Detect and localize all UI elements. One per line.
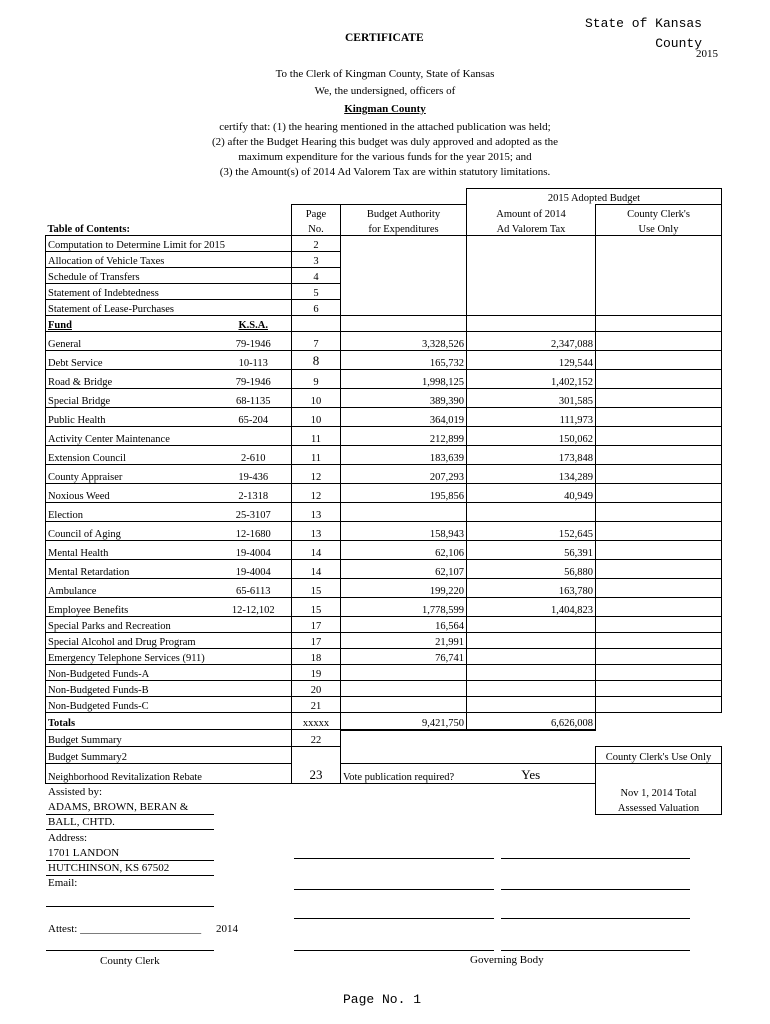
summary-row (46, 764, 727, 784)
other-fund-page: 17 (292, 617, 341, 633)
revitalization-label: Neighborhood Revitalization Rebate (46, 764, 292, 784)
table-cell (596, 284, 722, 300)
fund-budget: 212,899 (341, 427, 467, 446)
signature-line (501, 950, 690, 951)
fund-name: Mental Retardation (46, 560, 216, 579)
fund-page: 12 (292, 484, 341, 503)
other-fund-row (46, 649, 727, 665)
table-cell (722, 189, 727, 205)
fund-name: Debt Service (46, 351, 216, 370)
fund-tax: 56,880 (467, 560, 596, 579)
table-cell (467, 665, 596, 681)
fund-ksa: 65-6113 (216, 579, 292, 598)
header-row-1 (46, 205, 727, 221)
table-cell (467, 252, 596, 268)
page-no-header: No. (292, 220, 341, 236)
fund-budget: 207,293 (341, 465, 467, 484)
fund-budget: 364,019 (341, 408, 467, 427)
table-cell (596, 617, 722, 633)
toc-row (46, 236, 727, 252)
fund-ksa: 12-12,102 (216, 598, 292, 617)
firm-line2: BALL, CHTD. (48, 816, 115, 828)
fund-tax: 301,585 (467, 389, 596, 408)
table-cell (596, 268, 722, 284)
table-cell (341, 268, 467, 284)
ad-valorem-tax-header: Ad Valorem Tax (467, 220, 596, 236)
valuation-row (46, 784, 727, 800)
fund-tax: 1,402,152 (467, 370, 596, 389)
fund-tax: 1,404,823 (467, 598, 596, 617)
fund-name: Noxious Weed (46, 484, 216, 503)
other-fund-budget: 21,991 (341, 633, 467, 649)
table-cell (467, 236, 596, 252)
table-cell (467, 284, 596, 300)
ad-valorem-header: Amount of 2014 (467, 205, 596, 221)
table-cell (596, 713, 722, 730)
table-cell (596, 579, 722, 598)
table-cell (596, 598, 722, 617)
totals-row (46, 713, 727, 730)
fund-row (46, 503, 727, 522)
table-cell (596, 665, 722, 681)
table-cell (341, 252, 467, 268)
fund-tax: 163,780 (467, 579, 596, 598)
fund-name: Public Health (46, 408, 216, 427)
other-fund-page: 21 (292, 697, 341, 713)
fund-ksa: 79-1946 (216, 332, 292, 351)
fund-page: 13 (292, 522, 341, 541)
fund-budget: 1,778,599 (341, 598, 467, 617)
signature-line (294, 950, 494, 951)
table-cell (596, 503, 722, 522)
table-cell (596, 351, 722, 370)
state-label: State of Kansas (584, 16, 702, 31)
toc-item: Schedule of Transfers (46, 268, 292, 284)
table-cell (596, 484, 722, 503)
table-cell (467, 617, 596, 633)
signature-line (294, 858, 494, 859)
table-cell (596, 465, 722, 484)
expenditures-header: for Expenditures (341, 220, 467, 236)
table-cell (596, 560, 722, 579)
fund-tax: 40,949 (467, 484, 596, 503)
toc-row (46, 252, 727, 268)
certify-line3: maximum expenditure for the various funds for the year 2015; and (238, 151, 532, 163)
county-clerk-label: County Clerk (100, 955, 160, 967)
fund-name: Election (46, 503, 216, 522)
fund-page: 10 (292, 389, 341, 408)
revitalization-page: 23 (292, 764, 341, 784)
table-cell (341, 747, 596, 764)
fund-row (46, 579, 727, 598)
table-cell (596, 764, 722, 784)
other-fund-row (46, 633, 727, 649)
table-cell (467, 697, 596, 713)
fund-row (46, 370, 727, 389)
toc-item: Statement of Indebtedness (46, 284, 292, 300)
table-cell (467, 300, 596, 316)
fund-name: Special Bridge (46, 389, 216, 408)
other-fund-budget (341, 697, 467, 713)
fund-name: Mental Health (46, 541, 216, 560)
intro-line1: To the Clerk of Kingman County, State of Kansas (275, 68, 495, 80)
table-cell (596, 427, 722, 446)
toc-page: 6 (292, 300, 341, 316)
fund-row (46, 332, 727, 351)
fund-header: Fund (46, 316, 216, 332)
table-cell (341, 284, 467, 300)
toc-item: Allocation of Vehicle Taxes (46, 252, 292, 268)
fund-name: Road & Bridge (46, 370, 216, 389)
fund-ksa: 19-436 (216, 465, 292, 484)
fund-tax: 173,848 (467, 446, 596, 465)
table-cell (467, 681, 596, 697)
address-line2: HUTCHINSON, KS 67502 (48, 862, 170, 874)
use-only-header: Use Only (596, 220, 722, 236)
page-header: Page (292, 205, 341, 221)
firm-line1: ADAMS, BROWN, BERAN & (48, 801, 189, 813)
fund-budget: 158,943 (341, 522, 467, 541)
fund-name: Activity Center Maintenance (46, 427, 216, 446)
fund-ksa: 68-1135 (216, 389, 292, 408)
table-cell (596, 332, 722, 351)
attest-label: Attest: ______________________ (48, 923, 202, 935)
totals-page: xxxxx (292, 713, 341, 730)
year-label: 2015 (696, 48, 718, 60)
fund-budget: 62,107 (341, 560, 467, 579)
fund-page: 15 (292, 579, 341, 598)
budget-table (45, 188, 727, 815)
budget-authority-header: Budget Authority (341, 205, 467, 221)
table-cell (292, 316, 341, 332)
table-cell (467, 633, 596, 649)
fund-page: 11 (292, 427, 341, 446)
clerk-use-header: County Clerk's (596, 205, 722, 221)
table-cell (341, 300, 467, 316)
other-fund-budget: 16,564 (341, 617, 467, 633)
table-cell (596, 316, 722, 332)
fund-page: 12 (292, 465, 341, 484)
fund-ksa: 12-1680 (216, 522, 292, 541)
table-cell (596, 522, 722, 541)
fund-name: Council of Aging (46, 522, 216, 541)
other-fund-name: Non-Budgeted Funds-A (46, 665, 292, 681)
other-fund-name: Non-Budgeted Funds-B (46, 681, 292, 697)
totals-tax: 6,626,008 (467, 713, 596, 730)
fund-page: 9 (292, 370, 341, 389)
other-fund-row (46, 697, 727, 713)
signature-line (294, 918, 494, 919)
fund-budget: 389,390 (341, 389, 467, 408)
other-fund-name: Special Parks and Recreation (46, 617, 292, 633)
fund-page: 11 (292, 446, 341, 465)
toc-page: 4 (292, 268, 341, 284)
other-fund-name: Special Alcohol and Drug Program (46, 633, 292, 649)
signature-line (501, 889, 690, 890)
other-fund-budget (341, 681, 467, 697)
fund-ksa: 19-4004 (216, 560, 292, 579)
fund-row (46, 427, 727, 446)
fund-page: 10 (292, 408, 341, 427)
ksa-header: K.S.A. (216, 316, 292, 332)
other-fund-page: 20 (292, 681, 341, 697)
fund-ksa: 25-3107 (216, 503, 292, 522)
fund-row (46, 408, 727, 427)
table-cell (46, 189, 341, 205)
budget-summary-label: Budget Summary (46, 730, 292, 747)
fund-budget: 199,220 (341, 579, 467, 598)
header-row-adopted (46, 189, 727, 205)
totals-label: Totals (46, 713, 292, 730)
signature-line (501, 918, 690, 919)
vote-label: Vote publication required? (341, 764, 467, 784)
fund-row (46, 446, 727, 465)
other-fund-name: Non-Budgeted Funds-C (46, 697, 292, 713)
address-label: Address: (48, 832, 88, 844)
other-fund-name: Emergency Telephone Services (911) (46, 649, 292, 665)
county-label: County (655, 36, 702, 51)
table-cell (341, 730, 722, 747)
table-cell (596, 236, 722, 252)
toc-page: 3 (292, 252, 341, 268)
fund-page: 7 (292, 332, 341, 351)
table-cell (341, 316, 467, 332)
fund-tax (467, 503, 596, 522)
header-row-2 (46, 220, 727, 236)
other-fund-row (46, 617, 727, 633)
table-cell (46, 784, 596, 800)
toc-page: 2 (292, 236, 341, 252)
fund-ksa: 10-113 (216, 351, 292, 370)
valuation-line2: Assessed Valuation (596, 799, 722, 815)
fund-row (46, 484, 727, 503)
other-fund-row (46, 665, 727, 681)
certify-line1: certify that: (1) the hearing mentioned in the attached publication was held; (219, 121, 551, 133)
fund-name: Extension Council (46, 446, 216, 465)
fund-row (46, 598, 727, 617)
clerk-use-only-box: County Clerk's Use Only (596, 747, 722, 764)
fund-ksa (216, 427, 292, 446)
fund-budget (341, 503, 467, 522)
toc-heading: Table of Contents: (47, 224, 130, 235)
toc-item: Statement of Lease-Purchases (46, 300, 292, 316)
fund-row (46, 522, 727, 541)
toc-row (46, 268, 727, 284)
fund-page: 15 (292, 598, 341, 617)
table-cell (596, 697, 722, 713)
fund-budget: 165,732 (341, 351, 467, 370)
fund-row (46, 560, 727, 579)
fund-row (46, 541, 727, 560)
table-cell (596, 252, 722, 268)
fund-name: County Appraiser (46, 465, 216, 484)
fund-tax: 111,973 (467, 408, 596, 427)
fund-ksa: 65-204 (216, 408, 292, 427)
fund-page: 14 (292, 541, 341, 560)
assisted-label: Assisted by: (48, 786, 103, 798)
fund-budget: 183,639 (341, 446, 467, 465)
fund-ksa: 2-1318 (216, 484, 292, 503)
toc-page: 5 (292, 284, 341, 300)
fund-tax: 56,391 (467, 541, 596, 560)
fund-row (46, 465, 727, 484)
valuation-line1: Nov 1, 2014 Total (596, 784, 722, 800)
fund-budget: 195,856 (341, 484, 467, 503)
certificate-title: CERTIFICATE (345, 32, 424, 44)
table-cell (596, 541, 722, 560)
fund-page: 13 (292, 503, 341, 522)
table-cell (467, 268, 596, 284)
other-fund-budget (341, 665, 467, 681)
other-fund-budget: 76,741 (341, 649, 467, 665)
intro-line2: We, the undersigned, officers of (314, 85, 456, 97)
table-cell (467, 649, 596, 665)
fund-ksa: 19-4004 (216, 541, 292, 560)
budget-summary-page: 22 (292, 730, 341, 747)
other-fund-page: 19 (292, 665, 341, 681)
address-line1: 1701 LANDON (48, 847, 120, 859)
fund-tax: 150,062 (467, 427, 596, 446)
vote-value: Yes (467, 764, 596, 784)
fund-page: 8 (292, 351, 341, 370)
certify-line4: (3) the Amount(s) of 2014 Ad Valorem Tax are within statutory limitations. (219, 166, 551, 178)
fund-header-row (46, 316, 727, 332)
county-name: Kingman County (344, 103, 426, 115)
summary-row (46, 730, 727, 747)
toc-item: Computation to Determine Limit for 2015 (46, 236, 292, 252)
fund-tax: 152,645 (467, 522, 596, 541)
fund-tax: 129,544 (467, 351, 596, 370)
other-fund-page: 18 (292, 649, 341, 665)
certify-line2: (2) after the Budget Hearing this budget was duly approved and adopted as the (211, 136, 559, 148)
fund-name: Ambulance (46, 579, 216, 598)
other-fund-row (46, 681, 727, 697)
table-cell (341, 236, 467, 252)
fund-name: Employee Benefits (46, 598, 216, 617)
other-fund-page: 17 (292, 633, 341, 649)
fund-ksa: 79-1946 (216, 370, 292, 389)
table-cell (467, 316, 596, 332)
budget-summary2-label: Budget Summary2 (46, 747, 292, 764)
fund-row (46, 351, 727, 370)
fund-budget: 1,998,125 (341, 370, 467, 389)
fund-ksa: 2-610 (216, 446, 292, 465)
page-number: Page No. 1 (343, 992, 422, 1007)
adopted-budget-header: 2015 Adopted Budget (467, 189, 722, 205)
table-cell (596, 300, 722, 316)
table-cell (596, 389, 722, 408)
fund-name: General (46, 332, 216, 351)
table-cell (596, 370, 722, 389)
table-cell (341, 189, 467, 205)
table-cell (596, 446, 722, 465)
toc-row (46, 300, 727, 316)
fund-page: 14 (292, 560, 341, 579)
signature-line (501, 858, 690, 859)
fund-tax: 134,289 (467, 465, 596, 484)
fund-row (46, 389, 727, 408)
table-cell (596, 649, 722, 665)
fund-budget: 62,106 (341, 541, 467, 560)
table-cell (596, 633, 722, 649)
fund-budget: 3,328,526 (341, 332, 467, 351)
table-cell (596, 681, 722, 697)
email-label: Email: (48, 877, 78, 889)
toc-row (46, 284, 727, 300)
governing-body-label: Governing Body (470, 954, 544, 966)
totals-budget: 9,421,750 (341, 713, 467, 730)
budget-summary2-page (292, 747, 341, 764)
fund-tax: 2,347,088 (467, 332, 596, 351)
table-cell (46, 205, 292, 221)
signature-line (294, 889, 494, 890)
attest-year: 2014 (216, 923, 238, 935)
table-cell (596, 408, 722, 427)
summary-row (46, 747, 727, 764)
